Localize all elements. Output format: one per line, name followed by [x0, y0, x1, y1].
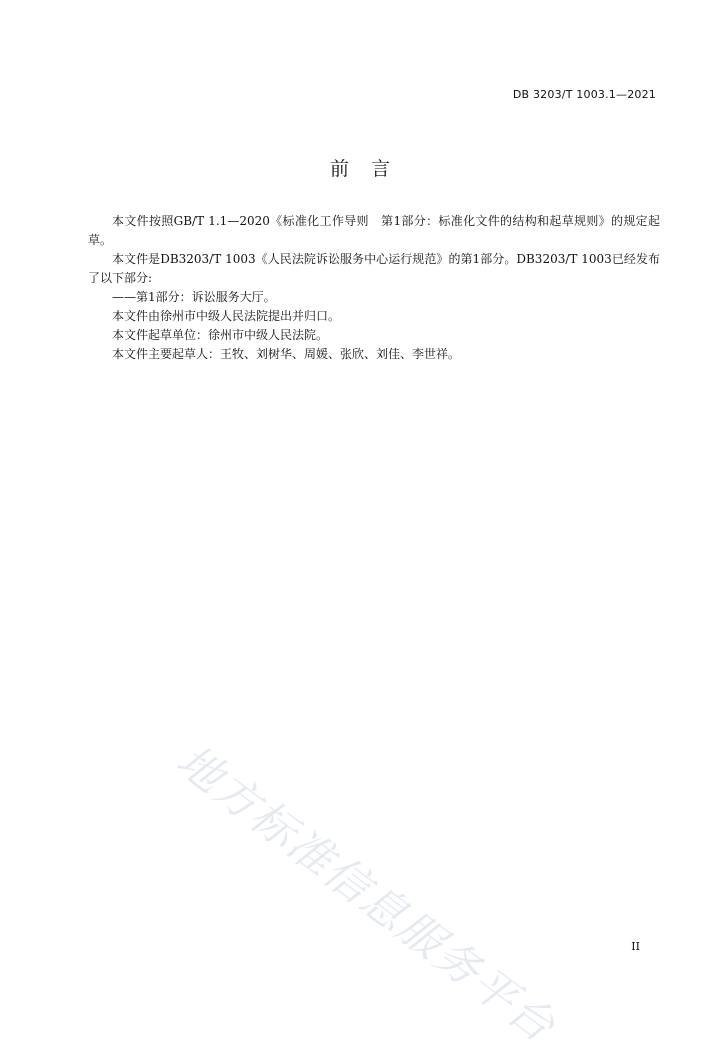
- foreword-body: [88, 212, 660, 364]
- paragraph-drafting-unit: 本文件起草单位：徐州市中级人民法院。: [112, 328, 329, 342]
- paragraph-drafters: 本文件主要起草人：王牧、刘树华、周媛、张欣、刘佳、李世祥。: [112, 347, 461, 361]
- paragraph-drafting-rules: 本文件按照GB/T 1.1—2020《标准化工作导则 第1部分：标准化文件的结构和起草规则》的规定起草。: [88, 214, 660, 247]
- paragraph-part-info: 本文件是DB3203/T 1003《人民法院诉讼服务中心运行规范》的第1部分。DB3203/T 1003已经发布了以下部分:: [88, 252, 660, 285]
- page-number: II: [631, 940, 640, 953]
- list-item-part-1: ——第1部分：诉讼服务大厅。: [112, 290, 276, 304]
- document-code: DB 3203/T 1003.1—2021: [512, 88, 656, 101]
- paragraph-proposer: 本文件由徐州市中级人民法院提出并归口。: [112, 309, 341, 323]
- watermark: 地方标准信息服务平台: [166, 735, 566, 1053]
- page-title: 前言: [329, 158, 412, 180]
